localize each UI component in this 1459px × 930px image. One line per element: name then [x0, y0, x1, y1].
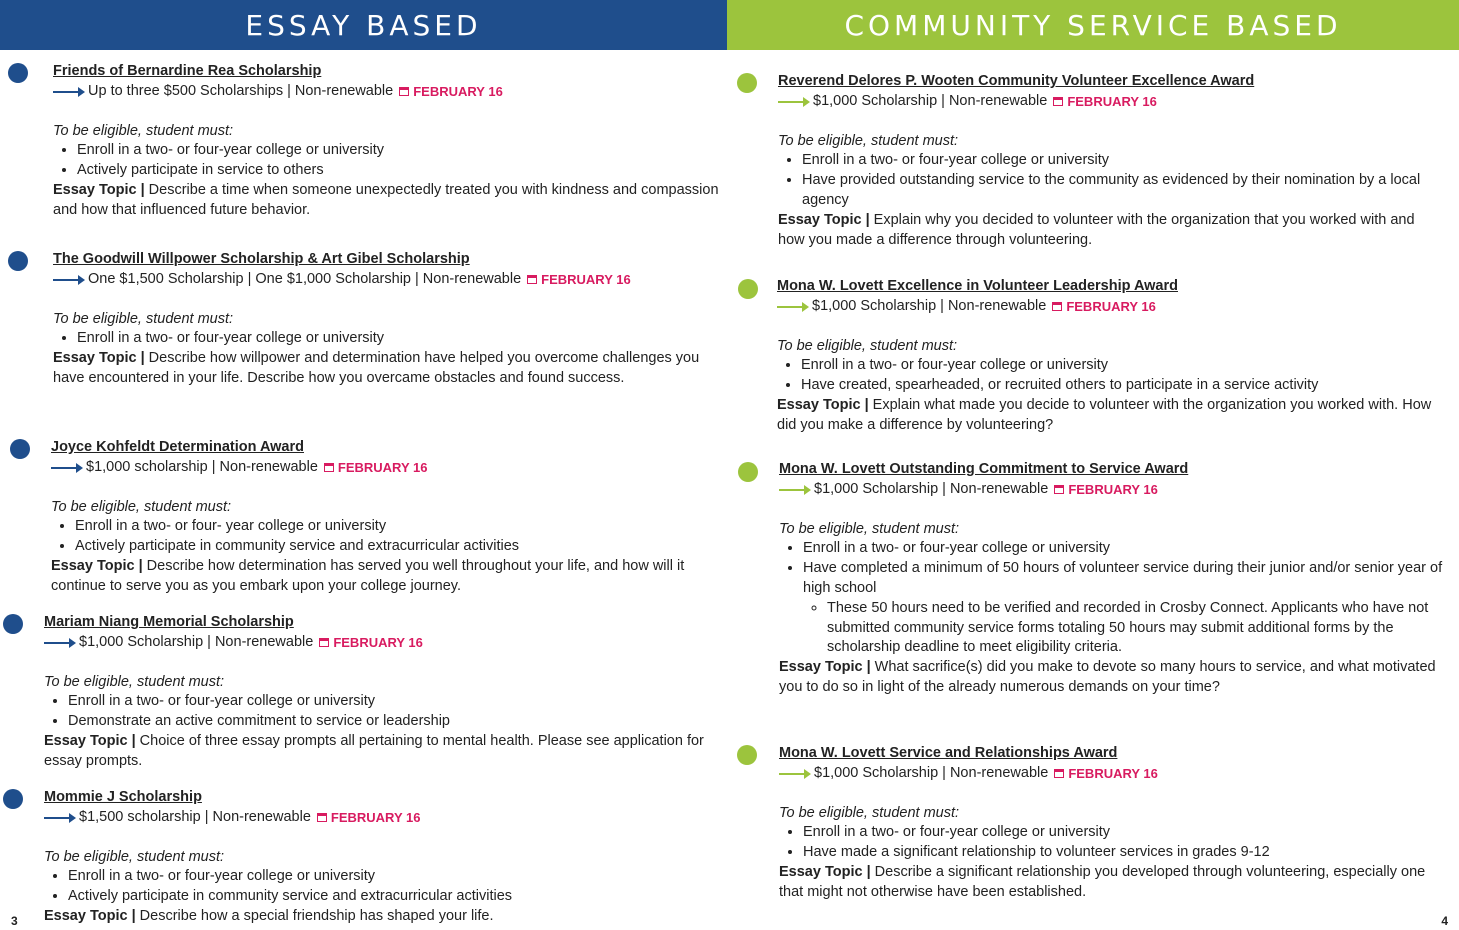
scholarship-title[interactable]: Mona W. Lovett Outstanding Commitment to Service Award [779, 461, 1189, 477]
essay-topic: Essay Topic | What sacrifice(s) did you make to devote so many hours to service, and what motivated you to do so in light of the already numerous demands on your time? [779, 659, 1436, 695]
scholarship-title[interactable]: Mommie J Scholarship [44, 789, 202, 805]
scholarship-title[interactable]: Joyce Kohfeldt Determination Award [51, 439, 304, 455]
scholarship-entry [44, 613, 724, 772]
award-amount: $1,000 Scholarship | Non-renewable [79, 633, 314, 650]
calendar-icon [1054, 485, 1064, 494]
eligibility-label: To be eligible, student must: [44, 673, 225, 690]
deadline: FEBRUARY 16 [317, 808, 421, 828]
scholarship-title[interactable]: Mona W. Lovett Excellence in Volunteer Leadership Award [777, 278, 1178, 294]
requirement: • Demonstrate an active commitment to service or leadership [68, 712, 724, 732]
bullet-dot [738, 279, 758, 299]
eligibility-label: To be eligible, student must: [779, 804, 960, 821]
calendar-icon [527, 275, 537, 284]
requirements-list [44, 692, 724, 732]
scholarship-entry [779, 460, 1444, 698]
calendar-icon [1052, 302, 1062, 311]
deadline: FEBRUARY 16 [319, 633, 423, 653]
scholarship-entry [53, 62, 733, 221]
essay-topic: Essay Topic | Describe how willpower and determination have helped you overcome challenges you have encountered in your life. Describe how you overcame obstacles and found success. [53, 350, 700, 386]
deadline: FEBRUARY 16 [399, 82, 503, 102]
requirement: • Actively participate in community service and extracurricular activities [75, 537, 731, 557]
eligibility-label: To be eligible, student must: [44, 848, 225, 865]
requirement: • Enroll in a two- or four-year college or university [803, 823, 1444, 843]
deadline: FEBRUARY 16 [1054, 764, 1158, 784]
requirement: • Have made a significant relationship to volunteer services in grades 9-12 [803, 843, 1444, 863]
requirement: • Enroll in a two- or four-year college or university [68, 692, 724, 712]
eligibility-label: To be eligible, student must: [53, 122, 234, 139]
scholarship-title[interactable]: Mariam Niang Memorial Scholarship [44, 614, 294, 630]
essay-based-header: ESSAY BASED [0, 0, 727, 50]
requirement: • Enroll in a two- or four-year college or university [68, 867, 724, 887]
requirement: • Enroll in a two- or four-year college or university [801, 356, 1442, 376]
award-amount: $1,000 scholarship | Non-renewable [86, 458, 318, 475]
calendar-icon [1054, 769, 1064, 778]
requirements-list [51, 517, 731, 557]
requirements-list [778, 151, 1443, 210]
requirement: • Enroll in a two- or four-year college or university [77, 141, 733, 161]
scholarship-entry [51, 438, 731, 597]
eligibility-label: To be eligible, student must: [779, 520, 960, 537]
essay-topic: Essay Topic | Describe a significant relationship you developed through volunteering, especially one that might not otherwise have been established. [779, 863, 1426, 900]
eligibility-label: To be eligible, student must: [51, 498, 232, 515]
award-amount-line [778, 92, 1443, 112]
requirements-list [53, 329, 733, 349]
requirement: • Enroll in a two- or four- year college or university [75, 517, 731, 537]
award-amount-line [53, 82, 733, 102]
award-amount: One $1,500 Scholarship | One $1,000 Scholarship | Non-renewable [88, 270, 522, 287]
requirement: • Have created, spearheaded, or recruited others to participate in a service activity [801, 376, 1442, 396]
award-amount: $1,000 Scholarship | Non-renewable [813, 92, 1048, 109]
calendar-icon [1053, 97, 1063, 106]
deadline: FEBRUARY 16 [324, 458, 428, 478]
community-service-header: COMMUNITY SERVICE BASED [727, 0, 1459, 50]
award-amount-line [779, 764, 1444, 784]
bullet-dot [10, 439, 30, 459]
essay-topic: Essay Topic | Describe a time when someone unexpectedly treated you with kindness and compassion and how that influenced future behavior. [53, 181, 719, 218]
scholarship-entry [44, 788, 724, 927]
deadline: FEBRUARY 16 [1053, 92, 1157, 112]
requirement: • Enroll in a two- or four-year college or university [802, 151, 1443, 171]
calendar-icon [324, 463, 334, 472]
award-amount-line [777, 297, 1442, 317]
requirements-list [53, 141, 733, 181]
requirements-list [779, 823, 1444, 863]
scholarship-entry [778, 72, 1443, 250]
calendar-icon [317, 813, 327, 822]
award-amount-line [44, 808, 724, 828]
requirements-list [44, 867, 724, 907]
arrow-icon [51, 467, 81, 469]
essay-topic: Essay Topic | Describe how a special friendship has shaped your life. [44, 907, 494, 924]
award-amount-line [51, 458, 731, 478]
requirements-list [779, 539, 1444, 658]
calendar-icon [399, 87, 409, 96]
essay-topic: Essay Topic | Explain why you decided to volunteer with the organization that you worked with and how you made a difference through volunteering. [778, 211, 1415, 248]
bullet-dot [3, 789, 23, 809]
arrow-icon [44, 817, 74, 819]
arrow-icon [53, 91, 83, 93]
essay-topic: Essay Topic | Choice of three essay prompts all pertaining to mental health. Please see application for essay prompts. [44, 732, 704, 769]
deadline: FEBRUARY 16 [527, 270, 631, 290]
award-amount: $1,000 Scholarship | Non-renewable [814, 764, 1049, 781]
sub-requirement: ◦ These 50 hours need to be verified and recorded in Crosby Connect. Applicants who have not submitted community service forms totaling 50 hours may submit additional forms by the scholarship deadline to meet eligibility criteria. [827, 599, 1444, 658]
bullet-dot [737, 745, 757, 765]
eligibility-label: To be eligible, student must: [778, 132, 959, 149]
scholarship-title[interactable]: Reverend Delores P. Wooten Community Volunteer Excellence Award [778, 73, 1255, 89]
eligibility-label: To be eligible, student must: [53, 310, 234, 327]
deadline: FEBRUARY 16 [1052, 297, 1156, 317]
requirement: • Have provided outstanding service to the community as evidenced by their nomination by a local agency [802, 171, 1443, 211]
requirement: • Enroll in a two- or four-year college or university [77, 329, 733, 349]
bullet-dot [738, 462, 758, 482]
arrow-icon [779, 489, 809, 491]
requirement: • Enroll in a two- or four-year college or university [803, 539, 1444, 559]
scholarship-entry [777, 277, 1442, 436]
essay-topic: Essay Topic | Explain what made you decide to volunteer with the organization you worked with. How did you make a difference by volunteering? [777, 396, 1432, 433]
calendar-icon [319, 638, 329, 647]
bullet-dot [8, 251, 28, 271]
essay-topic: Essay Topic | Describe how determination has served you well throughout your life, and how will it continue to serve you as you embark upon your college journey. [51, 557, 685, 594]
arrow-icon [778, 101, 808, 103]
sub-requirements-list [803, 599, 1444, 658]
scholarship-title[interactable]: The Goodwill Willpower Scholarship & Art Gibel Scholarship [53, 251, 470, 267]
award-amount-line [44, 633, 724, 653]
arrow-icon [53, 279, 83, 281]
arrow-icon [777, 306, 807, 308]
scholarship-title[interactable]: Friends of Bernardine Rea Scholarship [53, 63, 322, 79]
eligibility-label: To be eligible, student must: [777, 337, 958, 354]
award-amount-line [779, 480, 1444, 500]
page-number-left: 3 [11, 914, 18, 928]
requirement: • Actively participate in service to others [77, 161, 733, 181]
award-amount: $1,000 Scholarship | Non-renewable [812, 297, 1047, 314]
award-amount-line [53, 270, 733, 290]
deadline: FEBRUARY 16 [1054, 480, 1158, 500]
bullet-dot [3, 614, 23, 634]
page-number-right: 4 [1441, 914, 1448, 928]
award-amount: Up to three $500 Scholarships | Non-renewable [88, 82, 394, 99]
award-amount: $1,500 scholarship | Non-renewable [79, 808, 311, 825]
arrow-icon [779, 773, 809, 775]
scholarship-entry [779, 744, 1444, 903]
bullet-dot [737, 73, 757, 93]
requirement: • Actively participate in community service and extracurricular activities [68, 887, 724, 907]
scholarship-entry [53, 250, 733, 389]
requirement: • Have completed a minimum of 50 hours of volunteer service during their junior and/or senior year of high school ◦ These 50 hours need to be verified and recorded in Crosby Connect. Applicants who have not submitted community service forms totaling 50 hours may submit additional forms by the scholarship deadline to meet eligibility criteria. [803, 559, 1444, 658]
arrow-icon [44, 642, 74, 644]
award-amount: $1,000 Scholarship | Non-renewable [814, 480, 1049, 497]
bullet-dot [8, 63, 28, 83]
requirements-list [777, 356, 1442, 396]
scholarship-title[interactable]: Mona W. Lovett Service and Relationships Award [779, 745, 1118, 761]
